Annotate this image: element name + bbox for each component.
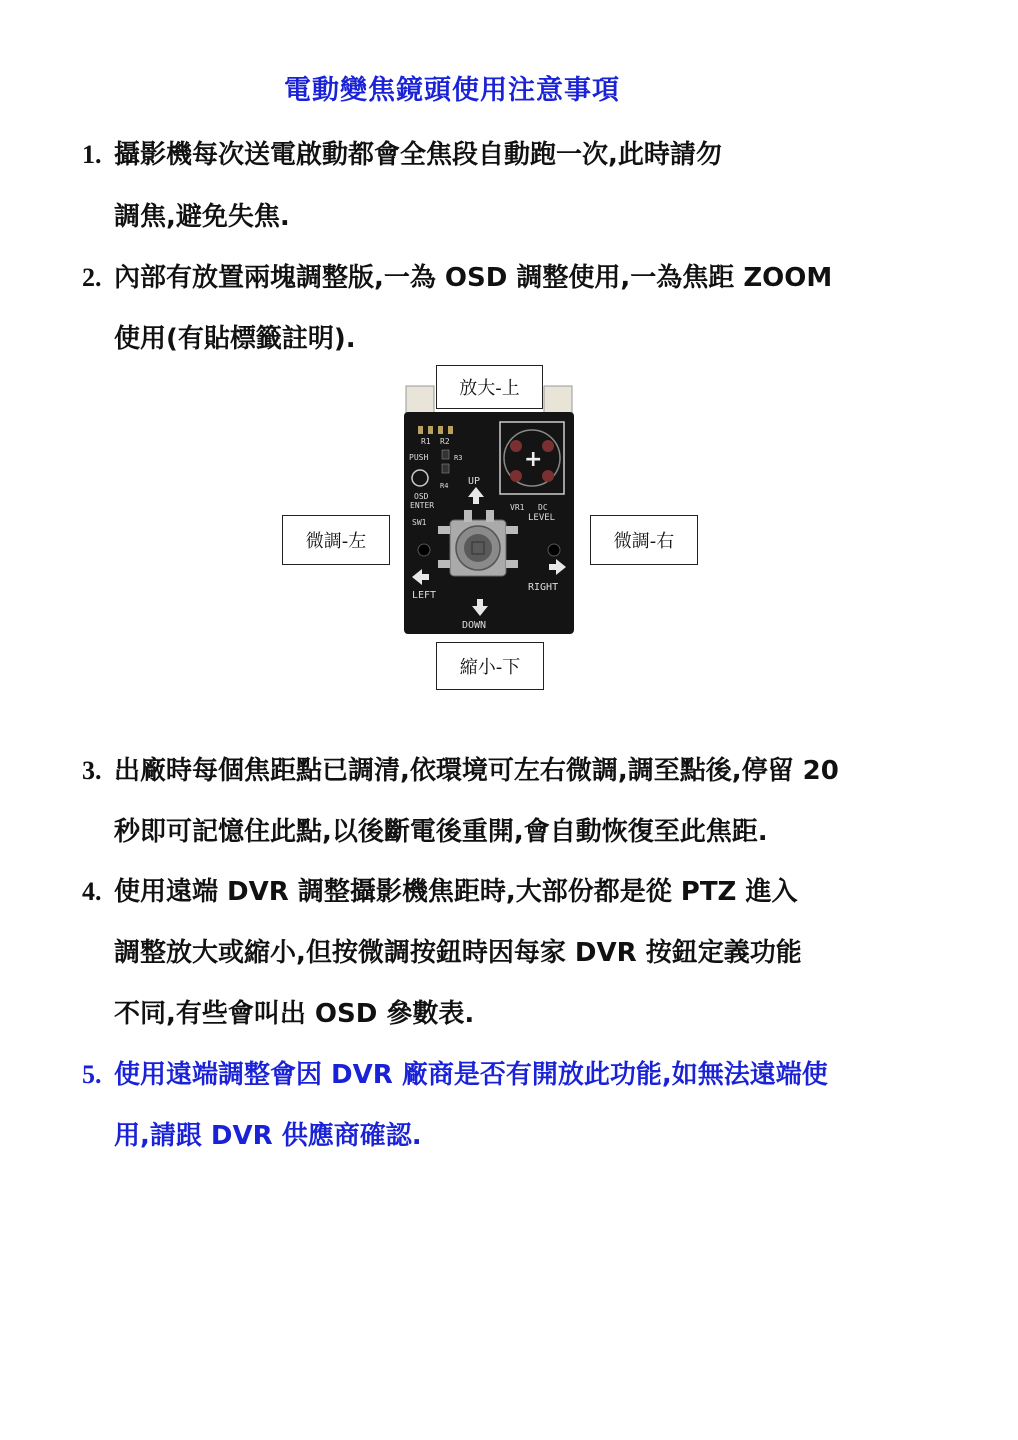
item-4-line-1 bbox=[82, 871, 797, 908]
right-connector bbox=[544, 386, 572, 416]
item-3-text-1: 出廠時每個焦距點已調清,依環境可左右微調,調至點後,停留 20 bbox=[114, 756, 839, 786]
item-2-number: 2. bbox=[82, 263, 102, 292]
silk-osd: OSD bbox=[414, 492, 429, 501]
silk-push: PUSH bbox=[409, 453, 429, 462]
item-2-line-2: 使用(有貼標籤註明). bbox=[114, 324, 356, 354]
label-fine-right: 微調-右 bbox=[590, 515, 698, 565]
label-zoom-out-down: 縮小-下 bbox=[436, 642, 544, 690]
item-3-number: 3. bbox=[82, 756, 102, 785]
item-5-text-1: 使用遠端調整會因 DVR 廠商是否有開放此功能,如無法遠端使 bbox=[114, 1060, 828, 1090]
silk-r4: R4 bbox=[440, 482, 449, 490]
silk-right: RIGHT bbox=[528, 582, 559, 593]
silk-sw1: SW1 bbox=[412, 518, 427, 527]
label-zoom-in-up: 放大-上 bbox=[436, 365, 543, 409]
osd-control-board-photo bbox=[404, 384, 574, 634]
silk-dc: DC bbox=[538, 503, 548, 512]
item-4-line-2: 調整放大或縮小,但按微調按鈕時因每家 DVR 按鈕定義功能 bbox=[114, 938, 802, 968]
item-5-number: 5. bbox=[82, 1060, 102, 1089]
item-5-line-1 bbox=[82, 1054, 828, 1091]
item-4-number: 4. bbox=[82, 877, 102, 906]
item-1-line-1 bbox=[82, 134, 722, 171]
item-1-line-2: 調焦,避免失焦. bbox=[114, 202, 290, 232]
silk-r3: R3 bbox=[454, 454, 463, 462]
item-3-line-2: 秒即可記憶住此點,以後斷電後重開,會自動恢復至此焦距. bbox=[114, 817, 768, 847]
item-1-text-1: 攝影機每次送電啟動都會全焦段自動跑一次,此時請勿 bbox=[114, 140, 722, 170]
item-2-line-1 bbox=[82, 257, 832, 294]
silk-r2: R2 bbox=[440, 437, 450, 446]
document-title: 電動變焦鏡頭使用注意事項 bbox=[284, 75, 620, 106]
item-3-line-1 bbox=[82, 750, 839, 787]
silk-down: DOWN bbox=[462, 620, 487, 631]
silk-r1: R1 bbox=[421, 437, 431, 446]
left-connector bbox=[406, 386, 434, 416]
joystick-knob bbox=[464, 534, 492, 562]
item-5-line-2: 用,請跟 DVR 供應商確認. bbox=[114, 1121, 422, 1151]
silk-vr1: VR1 bbox=[510, 503, 525, 512]
silk-level: LEVEL bbox=[528, 513, 556, 523]
silk-left: LEFT bbox=[412, 590, 437, 601]
label-fine-left: 微調-左 bbox=[282, 515, 390, 565]
item-2-text-1: 內部有放置兩塊調整版,一為 OSD 調整使用,一為焦距 ZOOM bbox=[114, 263, 833, 293]
silk-up: UP bbox=[468, 476, 481, 487]
item-4-text-1: 使用遠端 DVR 調整攝影機焦距時,大部份都是從 PTZ 進入 bbox=[114, 877, 798, 907]
item-1-number: 1. bbox=[82, 140, 102, 169]
silk-enter: ENTER bbox=[410, 501, 435, 510]
item-4-line-3: 不同,有些會叫出 OSD 參數表. bbox=[114, 999, 475, 1029]
plus-icon: + bbox=[524, 447, 543, 472]
